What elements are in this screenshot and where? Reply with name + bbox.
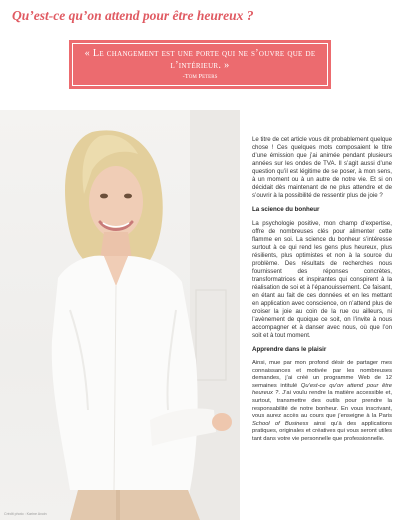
pull-quote-author: -Tom Peters — [182, 73, 218, 80]
portrait-photo — [0, 110, 240, 520]
section-text-learning-a: Ainsi, mue par mon profond désir de partager mes connaissances et motivée par les nombreuses demandes, j’ai créé un programme Web de 12 semaines intitulé — [252, 360, 392, 389]
pull-quote-box — [69, 40, 331, 89]
page-title: Qu’est-ce qu’on attend pour être heureux ? — [12, 8, 254, 23]
program-title: Qu’est-ce qu’on attend pour être heureux ? — [252, 382, 392, 397]
pull-quote-text: « Le changement est une porte qui ne s’ouvre que de l’intérieur. » — [84, 48, 316, 71]
pull-quote-frame — [72, 43, 328, 86]
section-text-learning-b: . J’ai voulu rendre la matière accessible et, surtout, transmettre des outils pour prendre la responsabilité de notre bonheur. En vous inscrivant, vous aurez accès au cours que j’enseigne à la Paris — [252, 390, 392, 420]
portrait-illustration — [0, 110, 240, 520]
school-name: School of Business — [252, 420, 309, 427]
section-text-science: La psychologie positive, mon champ d’expertise, offre de nombreuses clés pour alimenter cette flamme en soi. La science du bonheur s’intéresse surtout à ce qui rend les gens plus heureux, plus résilients, plus optimistes et non à la source du problème. Des résultats de recherches nous fournissent des réponses concrètes, transformatrices et inspirantes qui conspirent à la réalisation de soi et à l’épanouissement. Ce faisant, en étant au fait de ces données et en les mettant en application avec conscience, on n’attend plus de croiser la joie au coin de la rue ou ailleurs, ni l’avènement de quoique ce soit, on l’invite à nous accompagner et à danser avec nous, où que l’on soit et à tout moment. — [252, 220, 392, 339]
section-heading-science: La science du bonheur — [252, 206, 320, 213]
article-body — [252, 136, 392, 450]
section-heading-learning: Apprendre dans le plaisir — [252, 346, 327, 353]
article-intro: Le titre de cet article vous dit probablement quelque chose ! Ces quelques mots composaient le titre d’une émission que j’ai animée pendant plusieurs années sur les ondes de TVA. Il s’agit aussi d’une question qu’il est légitime de se poser, à mon sens, à un moment ou à un autre de notre vie. Et si on décidait dès maintenant de ne plus attendre et de s’ouvrir à la possibilité de ressentir plus de joie ? — [252, 136, 392, 199]
section-text-learning — [252, 360, 392, 444]
section-text-learning-c: ainsi qu’à des applications pratiques, originales et créatives qui vous seront utiles tant dans votre vie personnelle que professionnelle. — [252, 420, 392, 442]
photo-credit: Crédit photo : Karine Avoin — [4, 512, 47, 516]
